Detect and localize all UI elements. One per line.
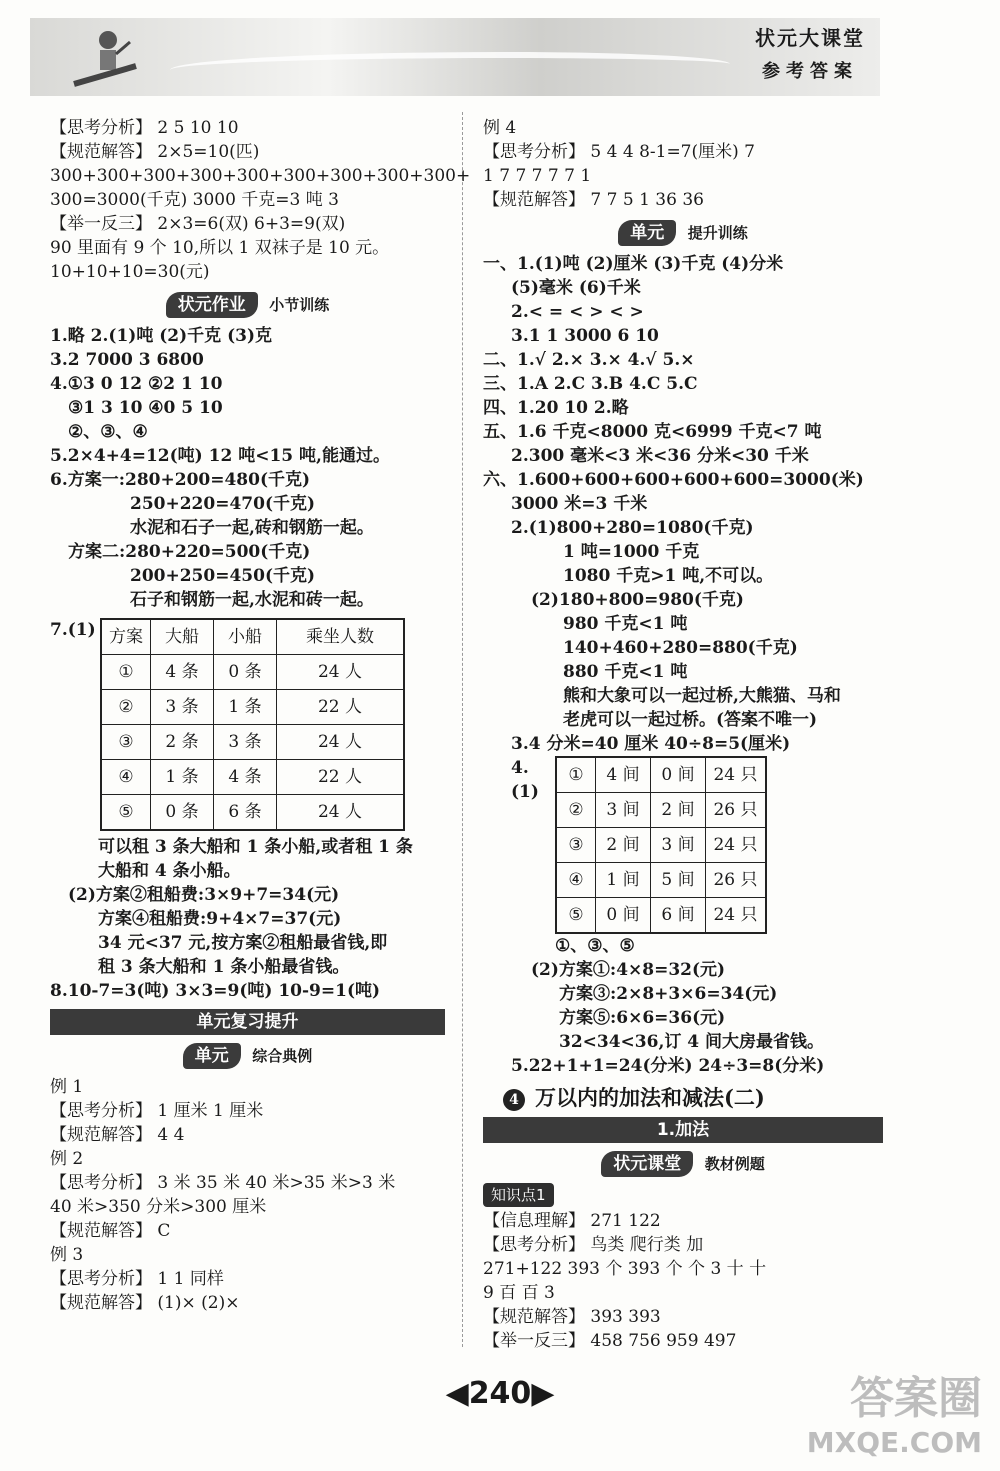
table-header-row <box>101 619 404 655</box>
answer-line: 熊和大象可以一起过桥,大熊猫、马和 <box>563 686 841 706</box>
table-header-cell: 小船 <box>214 619 277 655</box>
answer-line: (2)方案②租船费:3×9+7=34(元) <box>68 885 340 905</box>
table-row <box>556 863 766 898</box>
section-title: 综合典例 <box>252 1047 313 1065</box>
table-cell: 4 间 <box>596 757 651 793</box>
answer-line: 【思考分析】 3 米 35 米 40 米>35 米>3 米 <box>50 1173 396 1193</box>
table-cell: ④ <box>101 760 151 795</box>
answer-line: 5.22+1+1=24(分米) 24÷3=8(分米) <box>511 1056 825 1076</box>
answer-line: 例 1 <box>50 1077 84 1097</box>
table-cell: 1 条 <box>214 690 277 725</box>
answer-line: 【规范解答】 393 393 <box>483 1306 661 1327</box>
table-cell: 3 条 <box>151 690 214 725</box>
answer-line: 例 4 <box>483 118 517 138</box>
answer-line: 3.4 分米=40 厘米 40÷8=5(厘米) <box>511 734 791 754</box>
section-heading <box>50 292 445 318</box>
answer-line: 3.1 1 3000 6 10 <box>511 326 659 346</box>
answer-line: 【思考分析】 1 厘米 1 厘米 <box>50 1101 264 1121</box>
answer-line: 【举一反三】 2×3=6(双) 6+3=9(双) <box>50 214 346 234</box>
section-title: 教材例题 <box>704 1154 765 1173</box>
answer-line: 六、1.600+600+600+600+600=3000(米) <box>483 470 864 490</box>
watermark-line1: 答案圈 <box>850 1373 982 1424</box>
table-label: 4.(1) <box>511 758 539 802</box>
answer-line: 9 百 百 3 <box>483 1282 555 1303</box>
answer-line: 方案③:2×8+3×6=34(元) <box>559 984 778 1004</box>
answer-line: 老虎可以一起过桥。(答案不唯一) <box>563 710 818 730</box>
table-cell: 22 人 <box>277 760 405 795</box>
answer-line: 980 千克<1 吨 <box>563 614 688 634</box>
page-number <box>440 1376 560 1411</box>
answer-line: 水泥和石子一起,砖和钢筋一起。 <box>130 518 374 538</box>
section-heading <box>483 220 883 246</box>
table-cell: ① <box>556 757 596 793</box>
table-cell: 2 间 <box>651 793 706 828</box>
table-header-cell: 乘坐人数 <box>277 619 405 655</box>
table-cell: 0 间 <box>596 898 651 934</box>
answer-line: 8.10-7=3(吨) 3×3=9(吨) 10-9=1(吨) <box>50 981 381 1001</box>
table-cell: ⑤ <box>556 898 596 934</box>
table-row <box>556 793 766 828</box>
table-label: 7.(1) <box>50 620 96 640</box>
boat-table-block <box>50 618 445 831</box>
table-cell: 24 人 <box>277 655 405 690</box>
table-cell: 1 间 <box>596 863 651 898</box>
answer-line: 租 3 条大船和 1 条小船最省钱。 <box>98 957 350 977</box>
answer-line: 2.(1)800+280=1080(千克) <box>511 518 754 538</box>
table-row <box>556 757 766 793</box>
table-cell: 3 条 <box>214 725 277 760</box>
section-badge: 单元 <box>618 220 676 246</box>
answer-line: 例 2 <box>50 1149 84 1169</box>
prev-arrow-icon: ◀ <box>445 1376 469 1411</box>
answer-line: 300=3000(千克) 3000 千克=3 吨 3 <box>50 190 339 210</box>
table-cell: 3 间 <box>596 793 651 828</box>
boat-table <box>100 618 405 831</box>
table-cell: 24 只 <box>706 757 767 793</box>
table-header-cell: 大船 <box>151 619 214 655</box>
answer-line: 大船和 4 条小船。 <box>98 861 241 881</box>
watermark <box>807 1362 982 1459</box>
answer-line: 【举一反三】 458 756 959 497 <box>483 1330 737 1351</box>
section-badge: 单元 <box>183 1043 241 1069</box>
answer-line: 【思考分析】 5 4 4 8-1=7(厘米) 7 <box>483 142 755 162</box>
section-badge: 状元课堂 <box>601 1151 693 1177</box>
brand-line2: 参考答案 <box>762 61 858 82</box>
answer-line: 32<34<36,订 4 间大房最省钱。 <box>559 1032 825 1052</box>
table-cell: 1 条 <box>151 760 214 795</box>
left-column <box>50 116 471 1315</box>
answer-line: 271+122 393 个 393 个 个 3 十 十 <box>483 1258 767 1279</box>
table-cell: 24 只 <box>706 898 767 934</box>
table-cell: ⑤ <box>101 795 151 831</box>
answer-line: 四、1.20 10 2.略 <box>483 398 629 418</box>
table-cell: 2 间 <box>596 828 651 863</box>
page-number-text: 240 <box>468 1376 532 1411</box>
next-arrow-icon: ▶ <box>531 1376 555 1411</box>
knowledge-point-row <box>483 1183 883 1207</box>
answer-line: 4.①3 0 12 ②2 1 10 <box>50 374 223 394</box>
brand-box <box>745 22 875 94</box>
answer-line: 1 吨=1000 千克 <box>563 542 700 562</box>
answer-line: 方案二:280+220=500(千克) <box>68 542 311 562</box>
answer-line: (2)方案①:4×8=32(元) <box>531 960 726 980</box>
table-row <box>101 795 404 831</box>
answer-line: 【思考分析】 1 1 同样 <box>50 1269 224 1289</box>
table-cell: 2 条 <box>151 725 214 760</box>
chapter-heading <box>503 1086 883 1111</box>
answer-line: 五、1.6 千克<8000 克<6999 千克<7 吨 <box>483 422 822 442</box>
answer-line: 5.2×4+4=12(吨) 12 吨<15 吨,能通过。 <box>50 446 390 466</box>
section-bar: 1.加法 <box>483 1117 883 1143</box>
table-cell: 26 只 <box>706 793 767 828</box>
table-row <box>101 655 404 690</box>
table-header-cell: 方案 <box>101 619 151 655</box>
section-title: 提升训练 <box>687 224 748 242</box>
answer-line: 250+220=470(千克) <box>130 494 316 514</box>
answer-line: 【规范解答】 (1)× (2)× <box>50 1293 240 1313</box>
answer-line: 140+460+280=880(千克) <box>563 638 798 658</box>
answer-line: 3.2 7000 3 6800 <box>50 350 204 370</box>
answer-line: 6.方案一:280+200=480(千克) <box>50 470 311 490</box>
answer-line: 例 3 <box>50 1245 84 1265</box>
table-cell: ③ <box>556 828 596 863</box>
answer-line: 石子和钢筋一起,水泥和砖一起。 <box>130 590 374 610</box>
answer-line: 方案⑤:6×6=36(元) <box>559 1008 726 1028</box>
table-cell: 24 人 <box>277 795 405 831</box>
table-cell: 3 间 <box>651 828 706 863</box>
table-cell: 0 条 <box>214 655 277 690</box>
section-title: 小节训练 <box>269 296 330 314</box>
table-cell: ② <box>101 690 151 725</box>
table-cell: 0 间 <box>651 757 706 793</box>
table-cell: ② <box>556 793 596 828</box>
brand-line1: 状元大课堂 <box>755 26 865 50</box>
table-cell: 0 条 <box>151 795 214 831</box>
table-cell: 24 人 <box>277 725 405 760</box>
table-cell: 4 条 <box>151 655 214 690</box>
answer-line: (5)毫米 (6)千米 <box>511 278 641 298</box>
table-cell: ④ <box>556 863 596 898</box>
answer-line: 10+10+10=30(元) <box>50 262 210 282</box>
table-cell: 5 间 <box>651 863 706 898</box>
table-row <box>556 898 766 934</box>
answer-line: 1 7 7 7 7 7 1 <box>483 166 592 186</box>
section-bar: 单元复习提升 <box>50 1009 445 1035</box>
table-cell: ③ <box>101 725 151 760</box>
table-row <box>101 760 404 795</box>
answer-line: (2)180+800=980(千克) <box>531 590 744 610</box>
section-heading <box>483 1151 883 1177</box>
table-cell: ① <box>101 655 151 690</box>
table-cell: 22 人 <box>277 690 405 725</box>
answer-line: 二、1.√ 2.× 3.× 4.√ 5.× <box>483 350 695 370</box>
table-cell: 4 条 <box>214 760 277 795</box>
knowledge-point-tag: 知识点1 <box>483 1183 554 1207</box>
answer-line: 3000 米=3 千米 <box>511 494 648 514</box>
answer-line: 【信息理解】 271 122 <box>483 1210 661 1231</box>
answer-line: 1080 千克>1 吨,不可以。 <box>563 566 774 586</box>
answer-line: 【规范解答】 7 7 5 1 36 36 <box>483 190 704 210</box>
mascot-icon <box>70 26 140 90</box>
answer-line: 2.300 毫米<3 米<36 分米<30 千米 <box>511 446 809 466</box>
answer-line: 【规范解答】 2×5=10(匹) <box>50 142 260 162</box>
table-cell: 26 只 <box>706 863 767 898</box>
table-row <box>101 690 404 725</box>
table-row <box>101 725 404 760</box>
answer-line: 【思考分析】 鸟类 爬行类 加 <box>483 1234 704 1255</box>
table-cell: 6 条 <box>214 795 277 831</box>
answer-line: ③1 3 10 ④0 5 10 <box>68 398 223 418</box>
room-table-block <box>483 756 883 934</box>
table-cell: 24 只 <box>706 828 767 863</box>
answer-line: 200+250=450(千克) <box>130 566 316 586</box>
answer-line: 1.略 2.(1)吨 (2)千克 (3)克 <box>50 326 272 346</box>
section-heading <box>50 1043 445 1069</box>
table-row <box>556 828 766 863</box>
answer-line: 一、1.(1)吨 (2)厘米 (3)千克 (4)分米 <box>483 254 784 274</box>
chapter-title: 万以内的加法和减法(二) <box>535 1085 765 1110</box>
answer-line: 90 里面有 9 个 10,所以 1 双袜子是 10 元。 <box>50 238 390 258</box>
answer-line: 40 米>350 分米>300 厘米 <box>50 1197 267 1217</box>
right-column <box>483 116 883 1353</box>
room-table <box>555 756 767 934</box>
watermark-line2: MXQE.COM <box>806 1426 982 1459</box>
answer-line: 300+300+300+300+300+300+300+300+300+ <box>50 166 471 186</box>
table-cell: 6 间 <box>651 898 706 934</box>
answer-line: 【规范解答】 4 4 <box>50 1125 185 1145</box>
chapter-number: 4 <box>503 1089 525 1111</box>
answer-line: ②、③、④ <box>68 422 148 442</box>
answer-line: 方案④租船费:9+4×7=37(元) <box>98 909 342 929</box>
column-divider <box>462 112 463 1347</box>
answer-line: 【思考分析】 2 5 10 10 <box>50 118 239 138</box>
answer-line: 2.< = < > < > <box>511 302 644 322</box>
answer-line: 【规范解答】 C <box>50 1221 171 1241</box>
answer-line: ①、③、⑤ <box>555 936 635 956</box>
header-wave-decoration <box>170 52 730 82</box>
section-badge: 状元作业 <box>166 292 258 318</box>
answer-line: 34 元<37 元,按方案②租船最省钱,即 <box>98 933 388 953</box>
answer-line: 三、1.A 2.C 3.B 4.C 5.C <box>483 374 698 394</box>
answer-line: 880 千克<1 吨 <box>563 662 688 682</box>
answer-line: 可以租 3 条大船和 1 条小船,或者租 1 条 <box>98 837 413 857</box>
